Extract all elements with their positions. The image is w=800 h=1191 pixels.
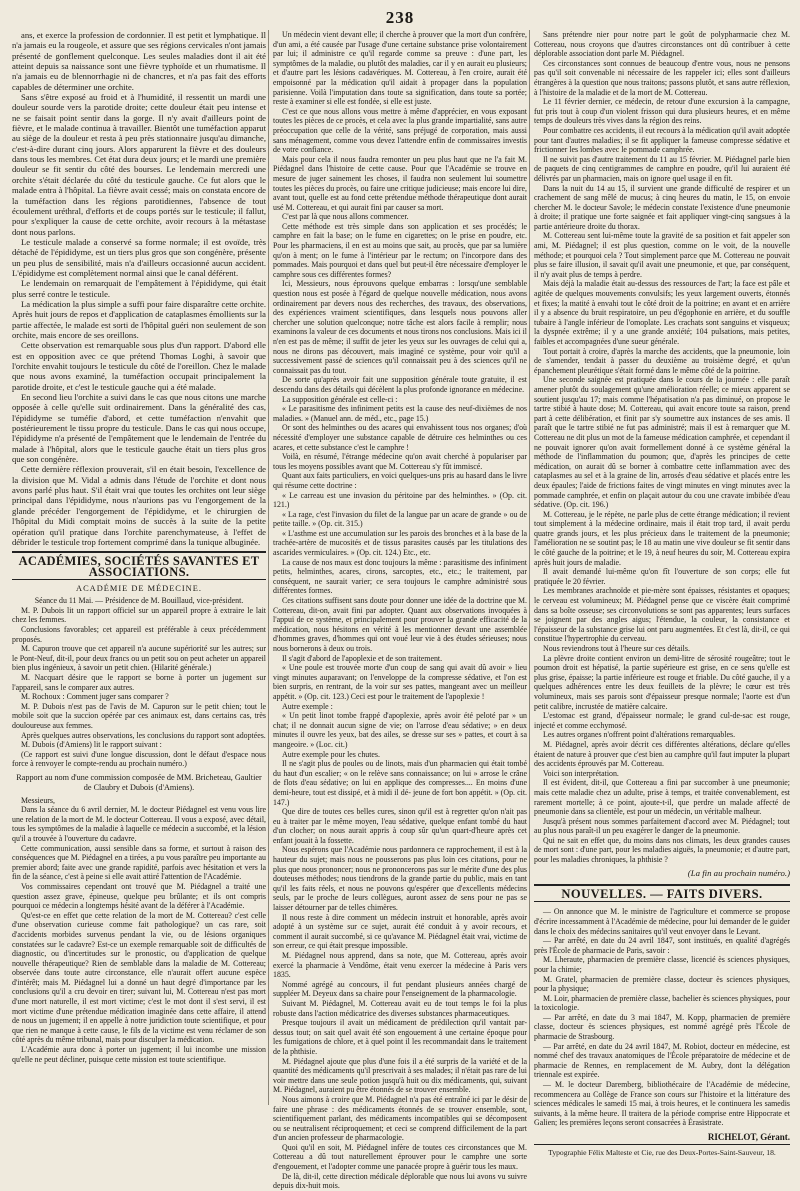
paragraph: La plèvre droite contient environ un demi-litre de sérosité rougeâtre; tout le poumon droit est hépatisé, la partie supérieure est grise, en ce sens qu'elle est plus grise, épaisse; la partie inférieure est rouge et friable. Du côté gauche, il y a quelques adhérences entre les deux feuillets de la plèvre; le cœur est très volumineux, mais ses parois sont d'épaisseur presque normale; l'aorte est d'un petit calibre, incrustée de matière calcaire. bbox=[534, 653, 790, 711]
paragraph: L'estomac est grand, d'épaisseur normale; le grand cul-de-sac est rouge, injecté et comme ecchymosé. bbox=[534, 711, 790, 730]
news-heading: NOUVELLES. — FAITS DIVERS. bbox=[534, 884, 790, 902]
paragraph: M. Cottereau, je le répète, ne parle plus de cette étrange médication; il revient tout simplement à la médecine ordinaire, mais il était trop tard, il avait perdu quatre grands jours, et les plus précieux dans le traitement de la pneumonie; l'amélioration ne se soutint pas; le 18 au matin une vive douleur se fit sentir dans le côté gauche de la poitrine; et le 19, à neuf heures du soir, M. Cottereau expira après huit jours de maladie. bbox=[534, 509, 790, 567]
paragraph: Un médecin vient devant elle; il cherche à prouver que la mort d'un confrère, d'un ami, a été causée par l'usage d'une certaine substance prise volontairement par lui; il administre ce qu'il regarde comme sa preuve : d'une part, les symptômes de la maladie, ou plutôt des maladies, car il y en aurait eu plusieurs; et d'autre part les lésions cadavériques. M. Cottereau, à l'en croire, aurait été empoisonné par la médication qu'il aidait à propager dans la population parisienne. Voilà l'imputation dans toute sa signification, dans toute sa portée; reste à examiner si elle est fondée, si elle est juste. bbox=[273, 30, 527, 107]
to-be-continued: (La fin au prochain numéro.) bbox=[687, 867, 790, 878]
seance-line: Séance du 11 Mai. — Présidence de M. Bouillaud, vice-président. bbox=[34, 596, 244, 606]
paragraph: Sans prétendre nier pour notre part le goût de polypharmacie chez M. Cottereau, nous croyons que d'autres circonstances ont dû contribuer à cette déplorable association dont parle M. Piédagnel. bbox=[534, 30, 790, 59]
manager-signature: RICHELOT, Gérant. bbox=[707, 1132, 790, 1142]
paragraph: « Le carreau est une invasion du péritoine par des helminthes. » (Op. cit. 121.) bbox=[273, 490, 527, 510]
paragraph: « Une poule est trouvée morte d'un coup de sang qui avait dû avoir » lieu vingt minutes auparavant; on l'enveloppe de la compresse sédative, et l'on est bien surpris, en rentrant, de la voir sur ses pattes, mangeant avec un meilleur appétit. » (Op. cit. 123.) Ceci est pour le traitement de l'apoplexie ! bbox=[273, 663, 527, 701]
column-left bbox=[12, 30, 266, 1105]
paragraph: En second lieu l'orchite a suivi dans le cas que nous citons une marche opposée à celle qu'elle suit ordinairement. Dans la généralité des cas, l'épididyme se tuméfie d'abord, et cette tuméfaction n'envahit que postérieurement le tissu propre du testicule. Dans le cas qui nous occupe, l'épididyme n'a présenté de l'empâtement que le lendemain de l'entrée du malade à l'hôpital, alors que le testicule gauche était un tiers plus gros que son congénère. bbox=[12, 392, 266, 465]
paragraph: M. Capuron trouve que cet appareil n'a aucune supériorité sur les autres; sur le Pont-Neuf, dit-il, pour deux francs ou un petit sou on peut acheter un appareil bien plus ingénieux, à savoir un petit chien. (Hilarité générale.) bbox=[12, 644, 266, 673]
paragraph: Il ne suivit pas d'autre traitement du 11 au 15 février. M. Piédagnel parle bien de paquets de cinq centigrammes de camphre en poudre, qu'il lui auraient été délivrés par un pharmacien, mais on ignore quel usage il en fit. bbox=[534, 154, 790, 183]
paragraph: Qui ne sait en effet que, du moins dans nos climats, les deux grandes causes de mort sont : d'une part, pour les maladies aiguës, la pneumonie; et d'autre part, pour les maladies chroniques, la phthisie ? bbox=[534, 835, 790, 865]
paragraph: Tout portait à croire, d'après la marche des accidents, que la pneumonie, loin de s'amender, tendait à passer du deuxième au troisième degré, et qu'un épanchement pleurétique s'était formé dans le même côté de la poitrine. bbox=[534, 346, 790, 375]
paragraph: Cette communication, aussi sensible dans sa forme, et surtout à raison des conséquences que M. Piédagnel en a tirées, a pu vous paraître peu importante au premier abord; faite avec une grande rapidité, parfois avec hésitation et vers la fin de la séance, c'est à peine si elle avait attiré l'attention de l'Académie. bbox=[12, 843, 266, 882]
paragraph: Cette observation est remarquable sous plus d'un rapport. D'abord elle est en opposition avec ce que prétend Thomas Loghi, à savoir que l'orchite envahit toujours le testicule du côté de l'oreillon. Chez le malade que nous avons examiné, la tuméfaction occupait principalement la parotide droite, et c'est le testicule gauche qui a été malade. bbox=[12, 340, 266, 392]
rapport-continued bbox=[273, 30, 527, 1191]
paragraph: L'Académie aura donc à porter un jugement; il lui incombe une mission qu'elle ne peut décliner, puisque cette mission est toute scientifique. bbox=[12, 1045, 266, 1064]
printer-line: Typographie Félix Malteste et Cie, rue des Deux-Portes-Saint-Sauveur, 18. bbox=[534, 1144, 790, 1158]
paragraph: La cause de nos maux est donc toujours la même : parasitisme des infiniment petits, helminthes, acares, cirons, sarcoptes, etc., etc.; le traitement, par conséquent, ne saurait varier; ce sera toujours le camphre administré sous différentes formes. bbox=[273, 557, 527, 596]
paragraph: Sans s'être exposé au froid et à l'humidité, il ressentit un mardi une douleur sourde vers la parotide droite; cette douleur était peu intense et ne se faisait point sentir dans la gorge. Il n'y avait d'ailleurs point de fièvre, et le malade continua à travailler. Bientôt une tuméfaction apparut au siège de la douleur et resta à peu près stationnaire jusqu'au dimanche, c'est-à-dire durant cinq jours. Alors apparurent la fièvre et des douleurs dans tous les membres. Cet état dura deux jours; et le mardi une première douleur se fit sentir du côté des bourses. Le lendemain mercredi une orchite s'était déclarée du côté du testicule gauche. Ce fut alors que le malade entra à l'hôpital. La fièvre avait cessé; mais on constata encore de la tuméfaction dans les régions parotidiennes, l'absence de tout écoulement uréthral, d'efforts et de coups portés sur le testicule; il fallut, pour s'expliquer la cause de cette orchite, avoir recours à la métastase dont nous parlons. bbox=[12, 92, 266, 237]
paragraph: Quoi qu'il en soit, M. Piédagnel infère de toutes ces circonstances que M. Cottereau a dû tout naturellement éprouver pour le camphre une sorte d'engouement, et l'adopter comme une panacée propre à guérir tous les maux. bbox=[273, 1142, 527, 1172]
paragraph: Cette méthode est très simple dans son application et ses procédés; le camphre en fait la base; on le fume en cigarettes; on le prise en poudre, etc. Pour les pharmaciens, il en est au moins que sait, au procès, que par sa lumière qu'on à ment; on le fume à l'intérieur par le rectum; on l'incorpore dans des pommades. Mais pourquoi et dans quel but peut-il être nécessaire d'employer le camphre sous ces différentes formes? bbox=[273, 221, 527, 279]
paragraph: — Par arrêté, en date du 3 mai 1847, M. Kopp, pharmacien de première classe, docteur ès sciences physiques, est nommé agrégé près l'École de pharmacie de Strasbourg. bbox=[534, 1012, 790, 1042]
paragraph: C'est par là que nous allons commencer. bbox=[282, 212, 409, 222]
column-rule bbox=[268, 30, 269, 1105]
paragraph: M. Nacquart désire que le rapport se borne à porter un jugement sur l'appareil, sans le comparer aux autres. bbox=[12, 672, 266, 692]
page-number: 238 bbox=[385, 8, 415, 27]
paragraph: Qu'est-ce en effet que cette relation de la mort de M. Cottereau? c'est celle d'une observation curieuse comme fait pathologique? un cas rare, soit d'accidents morbides survenus pendant la vie, ou de lésions organiques constatées sur le cadavre? Est-ce un exemple remarquable soit de difficultés de diagnostic, ou d'incertitudes sur le pronostic, ou d'application de quelque nouvelle thérapeutique? Rien de semblable dans la maladie de M. Cottereau; observée dans toute autre circonstance, elle n'aurait offert aucune espèce d'intérêt; mais M. Piédagnel lui a donné un haut degré d'importance par les conclusions qu'il a cru devoir en tirer; suivant lui, M. Cottereau n'est pas mort d'une mort naturelle, il est mort victime; c'est le mot dont il s'est servi, il est mort victime d'une prétendue médication imaginée dans cette affaire, il attend de nous un jugement; il en appelle à notre juridiction toute scientifique, et pour que rien ne manque à cette cause, le fils de la victime est venu réclamer de son côté après du même tribunal, mais pour disculper la médication. bbox=[12, 910, 266, 1045]
paragraph: Autre exemple pour les chutes. bbox=[282, 749, 380, 759]
paragraph: Voilà, en résumé, l'étrange médecine qu'on avait cherché à populariser par tous les moyens possibles avant que M. Cottereau s'y fût immiscé. bbox=[273, 452, 527, 471]
paragraph: La supposition générale est celle-ci : bbox=[282, 394, 398, 404]
paragraph: M. Rochoux : Comment juger sans comparer ? bbox=[21, 692, 169, 702]
paragraph: — M. le docteur Daremberg, bibliothécaire de l'Académie de médecine, recommencera au Collège de France son cours sur l'histoire et la littérature des sciences médicales le samedi 15 mai, à trois heures, et le continuera les samedis suivants, à la même heure. Il traitera de la période comprise entre Hippocrate et Galien; les premières leçons seront consacrées à Érasistrate. bbox=[534, 1080, 790, 1128]
paragraph: « L'asthme est une accumulation sur les parois des bronches et à la base de la trachée-artère de mucosités et de tissus parasites causés par les titulations des ascarides vermiculaires. » (Op. cit. 124.) Etc., etc. bbox=[273, 528, 527, 558]
paragraph: Mais pour cela il nous faudra remonter un peu plus haut que ne l'a fait M. Piédagnel dans l'histoire de cette cause. Pour que l'Académie se trouve en mesure de juger sainement les choses, il faudra non seulement lui soumettre toutes les pièces du procès, ou faire une critique judicieuse; mais encore lui dire, avant tout, quelle est au fond cette prétendue méthode thérapeutique dont aurait usé M. Cottereau, et qui aurait fini par causer sa mort. bbox=[273, 154, 527, 212]
paragraph: Une seconde saignée est pratiquée dans le cours de la journée : elle paraît amener plutôt du soulagement qu'une amélioration réelle; ce mieux apparent se soutient jusqu'au 17; mais comme l'hépatisation n'a pas diminué, on propose le tartre stibié à haute dose; M. Cottereau, qui avait encore toute sa raison, prend part à cette délibération, et finit par s'y soumettre aux instances de ses amis. Il paraît que le tartre stibié ne fut pas administré; mais il est à remarquer que M. Cottereau ne dit plus un mot de la fameuse médication camphrée, et cependant il ne pouvait ignorer qu'on avait formellement donné à ce système général la méthode de l'inflammation du poumon; que, d'après les principes de cette médication, on aurait dû se borner à combattre cette inflammation avec des cataplasmes au sel et à la graine de lin, arrosés d'eau sédative et placés entre les deux épaules; l'aide de frictions faites de vingt minutes en vingt minutes avec la pommade camphrée, et enfin on plaçait autour du cou une cravate imbibée d'eau sédative. (Op. cit. 196.) bbox=[534, 375, 790, 510]
paragraph: Pour combattre ces accidents, il eut recours à la médication qu'il avait adoptée pour tant d'autres maladies; il se fit appliquer la fameuse compresse sédative et frictionner les lombes avec le pommade camphrée. bbox=[534, 125, 790, 155]
paragraph: Après quelques autres observations, les conclusions du rapport sont adoptées. bbox=[21, 730, 266, 740]
paragraph: Les autres organes n'offrent point d'altérations remarquables. bbox=[543, 730, 736, 740]
paragraph: Suivant M. Piédagnel, M. Cottereau avait eu de tout temps le foi la plus robuste dans l'action médicatrice des diverses substances pharmaceutiques. bbox=[273, 998, 527, 1018]
paragraph: Il est évident, dit-il, que Cottereau a fini par succomber à une pneumonie; mais cette maladie chez un adulte, prise à temps, et traitée convenablement, est rarement mortelle; à ce point, ajoute-t-il, que perdre un malade affecté de pneumonie dans sa clientèle, est pour un médecin, un véritable malheur. bbox=[534, 778, 790, 817]
paragraph: Ici, Messieurs, nous éprouvons quelque embarras : lorsqu'une semblable question nous est posée à l'égard de quelque nouvelle médication, nous avons ordinairement par devers nous des recherches, des travaux, des observations, des expériences vraiment scientifiques, dans lesquels nous pouvons aller chercher une solution quelconque; notre tâche est alors facile à remplir; nous examinons la valeur de ces documents et nous tirons nos conclusions. Mais ici il n'en est pas de même; il suffit de jeter les yeux sur les ouvrages de celui qui a, nous ne dirons pas découvert, mais imaginé ce système, pour voir qu'il a successivement passé de sciences qu'il connaissait peu à des sciences qu'il ne connaissait pas du tout. bbox=[273, 279, 527, 375]
paragraph: Conclusions favorables; cet appareil est préférable à ceux précédemment proposés. bbox=[12, 625, 266, 644]
paragraph: M. Piédagnel nous apprend, dans sa note, que M. Cottereau, après avoir exercé la pharmacie à Vendôme, était venu exercer la médecine à Paris vers 1835. bbox=[273, 951, 527, 980]
rapport-heading: Rapport au nom d'une commission composée de MM. Bricheteau, Gaultier de Claubry et Dubois (d'Amiens). bbox=[16, 772, 262, 793]
paragraph: — Par arrêté, en date du 24 avril 1847, sont institués, en qualité d'agrégés près l'École de pharmacie de Paris, savoir : bbox=[534, 936, 790, 955]
paragraph: M. P. Dubois n'est pas de l'avis de M. Capuron sur le petit chien; tout le mobile soit que la succion opérée par ces animaux est, dans certains cas, très douloureuse aux femmes. bbox=[12, 701, 266, 730]
column-rule bbox=[529, 30, 530, 1105]
paragraph: « Le parasitisme des infiniment petits est la cause des neuf-dixièmes de nos maladies. » (Manuel ann. de méd., etc., page 15.) bbox=[273, 404, 527, 423]
paragraph: Mais déjà la maladie était au-dessus des ressources de l'art; la face est pâle et agitée de quelques mouvements convulsifs; les yeux largement ouverts, étonnés et fixes; la matité à envahi tout le côté droit de la poitrine; en avant et en arrière il y a absence du bruit respiratoire, un peu d'égophonie en arrière, et du souffle tubaire à l'angle inférieur de l'omoplate. Les crachats sont sanguins et visqueux; la dyspnée extrême; il y a une grande anxiété; 104 pulsations, mais petites, faibles et accompagnées d'une sueur générale. bbox=[534, 279, 790, 346]
column-middle bbox=[273, 30, 527, 1191]
paragraph: Presque toujours il avait un médicament de prédilection qu'il vantait par-dessus tout; on sait quel avait été son engouement à une certaine époque pour les fumigations de chlore, et à quel point il les recommandait dans le traitement de la phthisie. bbox=[273, 1018, 527, 1056]
paragraph: (Ce rapport est suivi d'une longue discussion, dont le défaut d'espace nous force à renvoyer le compte-rendu au prochain numéro.) bbox=[12, 749, 266, 769]
paragraph: Voici son interprétation. bbox=[543, 768, 619, 778]
paragraph: C'est ce que nous allons vous mettre à même d'apprécier, en vous exposant toutes les pièces de ce procès, et cela avec la plus grande impartialité, sans autre préoccupation que celle de la vérité, sans préjugé de corporation, mais aussi sans ménagement, comme vous devez l'attendre enfin de commissaires investis de votre confiance. bbox=[273, 106, 527, 155]
paragraph: Il nous reste à dire comment un médecin instruit et honorable, après avoir adopté à un système sur ce sujet, aurait été conduit à y avoir recours, et comment il aurait succombé, si ce qu'avance M. Piédagnel était vrai, victime de son erreur, ce qui était presque impossible. bbox=[273, 912, 527, 951]
paragraph: Cette dernière réflexion prouverait, s'il en était besoin, l'excellence de la division que M. Vidal a admis dans l'étude de l'orchite et dont nous avons parlé plus haut. S'il était vrai que toutes les orchites ont leur siège principal dans l'épididyme, nous n'aurions pas vu l'engorgement de la glande précéder l'engorgement de l'épididyme, et le chirurgien de l'hôpital du Midi comptait moins de succès à la suite de la petite opération qu'il pratique dans l'orchite parenchymateuse, à l'effet de débrider le testicule trop fortement comprimé dans la tunique albuginée. bbox=[12, 464, 266, 547]
section-heading: ACADÉMIES, SOCIÉTÉS SAVANTES ET ASSOCIATIONS. bbox=[12, 551, 266, 580]
column-right bbox=[534, 30, 790, 1158]
paragraph: M. Lheraute, pharmacien de première classe, licencié ès sciences physiques, pour la chimie; bbox=[534, 955, 790, 974]
paragraph: Nous aimons à croire que M. Piédagnel n'a pas été entraîné ici par le désir de faire une phrase : des médicaments étonnés de se trouver ensemble, sont, scientifiquement parlant, des médicaments incompatibles qui se décomposent ou se neutralisent réciproquement; et ceci se comprend difficilement de la part d'un ancien professeur de pharmacologie. bbox=[273, 1094, 527, 1143]
paragraph: Jusqu'à présent nous sommes parfaitement d'accord avec M. Piédagnel; tout au plus nous paraît-il un peu exagérer le danger de la pneumonie. bbox=[534, 816, 790, 836]
paragraph: Que dire de toutes ces belles cures, sinon qu'il est à regretter qu'on n'ait pas eu à traiter par le même moyen, l'eau sédative, quelque enfant tombé du haut d'un clocher; on nous aurait appris à coup sûr qu'un quart-d'heure après cet enfant jouait à la fossette. bbox=[273, 807, 527, 845]
paragraph: Nous reviendrons tout à l'heure sur ces détails. bbox=[543, 644, 690, 653]
paragraph: Quant aux faits particuliers, en voici quelques-uns pris au hasard dans le livre qui résume cette doctrine : bbox=[273, 471, 527, 490]
paragraph: — Par arrêté, en date du 24 avril 1847, M. Robiot, docteur en médecine, est nommé chef des travaux anatomiques de l'École préparatoire de médecine et de pharmacie de Rennes, en remplacement de M. Aubry, dont la délégation triennale est expirée. bbox=[534, 1041, 790, 1080]
paragraph: Dans la nuit du 14 au 15, il survient une grande difficulté de respirer et un crachement de sang mêlé de mucus; à cinq heures du matin, le 15, on envoie chercher M. le docteur Savole; le médecin constate l'existence d'une pneumonie à droite; il pratique une forte saignée et fait appliquer vingt-cinq sangsues à la partie antérieure droite du thorax. bbox=[534, 183, 790, 231]
academie-heading: ACADÉMIE DE MÉDECINE. bbox=[76, 583, 202, 593]
paragraph: Nommé agrégé au concours, il fut pendant plusieurs années chargé de suppléer M. Deyeux dans sa chaire pour l'enseignement de la pharmacologie. bbox=[273, 979, 527, 999]
paragraph: Il ne s'agit plus de poules ou de linots, mais d'un pharmacien qui était tombé du haut d'un escalier; « on le relève sans connaissance; on lui » arrose le crâne de flots d'eau sédative; on lui en applique des compresses.... En moins d'une demi-heure, tout est dissipé, et à midi il dé- jeune de fort bon appétit. » (Op. cit. 147.) bbox=[273, 759, 527, 807]
paragraph: Vos commissaires cependant ont trouvé que M. Piédagnel a traité une question assez grave, épineuse, quelque peu brûlante; et ils ont compris pourquoi ce médecin a longtemps hésité avant de la déférer à l'Académie. bbox=[12, 881, 266, 911]
paragraph: « Un petit linot tombe frappé d'apoplexie, après avoir été peloté par » un chat; il ne donnait aucun signe de vie; on l'arrose d'eau sédative; » en deux minutes il ouvre les yeux, bat des ailes, se dresse sur ses » pattes, et court à sa mangeoire. » (Loc. cit.) bbox=[273, 711, 527, 749]
paragraph: — On annonce que M. le ministre de l'agriculture et commerce se propose d'écrire incessamment à l'Académie de médecine, pour lui demander de le guider dans le choix des médecins sanitaires qu'il veut envoyer dans le Levant. bbox=[534, 907, 790, 936]
paragraph: Le lendemain on remarquait de l'empâtement à l'épididyme, qui était plus serré contre le testicule. bbox=[12, 278, 266, 299]
paragraph: Or sont des helminthes ou des acares qui envahissent tous nos organes; d'où nécessité d'employer une substance capable de détruire ces helminthes ou ces acares, et cette substance c'est le camphre ! bbox=[273, 423, 527, 452]
paragraph: Il s'agit d'abord de l'apoplexie et de son traitement. bbox=[282, 653, 443, 663]
paragraph: M. Gratel, pharmacien de première classe, docteur ès sciences physiques, pour la physique; bbox=[534, 974, 790, 994]
paragraph: Le 11 février dernier, ce médecin, de retour d'une excursion à la campagne, fut pris tout à coup d'un violent frisson qui dura plusieurs heures, et en même temps de douleurs très vives dans la région des reins. bbox=[534, 97, 790, 126]
paragraph: « La rage, c'est l'invasion du filet de la langue par un acare de grande » ou de petite taille. » (Op. cit. 315.) bbox=[273, 509, 527, 529]
paragraph: Autre exemple : bbox=[282, 701, 333, 711]
rapport-body bbox=[12, 796, 266, 1065]
paragraph: M. P. Dubois lit un rapport officiel sur un appareil propre à extraire le lait chez les femmes. bbox=[12, 605, 266, 625]
seance-report bbox=[12, 606, 266, 769]
news-list bbox=[534, 907, 790, 1128]
article-orchite bbox=[12, 30, 266, 547]
paragraph: De sorte qu'après avoir fait une supposition générale toute gratuite, il est descendu dans des détails qui décèlent la plus profonde ignorance en médecine. bbox=[273, 375, 527, 394]
paragraph: Messieurs, bbox=[21, 795, 55, 805]
paragraph: M. Cottereau sent lui-même toute la gravité de sa position et fait appeler son ami, M. Piédagnel; il est plus question, comme on le voit, de la nouvelle méthode; et pourquoi cela ? Tout simplement parce que M. Cottereau ne pouvait plus se faire illusion, il savait qu'il avait une pneumonie, et que, par conséquent, il n'y avait plus de temps à perdre. bbox=[534, 231, 790, 279]
paragraph: Ces circonstances sont connues de beaucoup d'entre vous, nous ne pensons pas qu'il soit convenable ni nécessaire de les rappeler ici; elles sont d'ailleurs étrangères à la question que nous traitons; passons plutôt, et sans autre réflexion, à l'histoire de la maladie et de la mort de M. Cottereau. bbox=[534, 58, 790, 97]
rapport-end bbox=[534, 30, 790, 865]
paragraph: M. Piédagnel ajoute que plus d'une fois il a été surpris de la variété et de la quantité des médicaments qu'il prescrivait à ses malades; il n'était pas rare de lui voir mettre dans une seule potion jusqu'à huit ou dix médicaments, qui, suivant M. Piédagnel, auraient pu être étonnés de se trouver ensemble. bbox=[273, 1056, 527, 1095]
paragraph: ans, et exerce la profession de cordonnier. Il est petit et lymphatique. Il n'a jamais eu la rougeole, et assure que ses régions cervicales n'ont jamais présenté de gonflement quelconque. Les seules maladies dont il ait été atteint depuis sa naissance sont une fièvre typhoïde et un rhumatisme. Il n'a jamais eu de blennorrhagie ni de chancres, et n'a pas fait des efforts capables de déterminer une orchite. bbox=[12, 30, 266, 92]
paragraph: M. Loir, pharmacien de première classe, bachelier ès sciences physiques, pour la toxicologie. bbox=[534, 993, 790, 1013]
paragraph: Ces citations suffisent sans doute pour donner une idée de la doctrine que M. Cottereau, dit-on, avait fini par adopter. Quant aux observations invoquées à l'appui de ce système, et principalement pour prouver la grande efficacité de la médication, nous hésitons en vérité à les mentionner devant une assemblée d'hommes graves, d'hommes qui ont voué leur vie à des études sérieuses; nous nous bornerons à deux ou trois. bbox=[273, 596, 527, 653]
paragraph: M. Piédagnel, après avoir décrit ces différentes altérations, déclare qu'elles étaient de nature à prouver que c'est bien au camphre qu'il faut imputer la plupart des accidents éprouvés par M. Cottereau. bbox=[534, 739, 790, 769]
paragraph: Les membranes arachnoïde et pie-mère sont épaisses, résistantes et opaques; le cerveau est volumineux; M. Piédagnel pense que ce viscère était comprimé dans sa boîte osseuse; ses circonvolutions se sont pas apparentes; leurs surfaces se joignent par des angles aigus; l'étendue, la couleur, la consistance et l'épaisseur de la substance grise lui ont paru augmentées. Et c'est là, dit-il, ce qui constitue l'hypertrophie du cerveau. bbox=[534, 586, 790, 644]
paragraph: De là, dit-il, cette direction médicale déplorable que nous lui avons vu suivre depuis dix-huit mois. bbox=[273, 1171, 527, 1191]
paragraph: Dans la séance du 6 avril dernier, M. le docteur Piédagnel est venu vous lire une relation de la mort de M. le docteur Cottereau. Il vous a exposé, avec détail, tous les symptômes de la maladie à laquelle ce médecin a succombé, et la lésion qu'il a trouvée à l'ouverture du cadavre. bbox=[12, 805, 266, 843]
paragraph: M. Dubois (d'Amiens) lit le rapport suivant : bbox=[21, 740, 162, 750]
paragraph: Nous espérons que l'Académie nous pardonnera ce rapprochement, il est à la hauteur du sujet; mais nous ne pousserons pas plus loin ces citations, pour ne plus que nous prononcer; nous ne prononcerons pas sur le mérite d'une des plus douteuses méthodes; nous tiendrons de la grande partie du public, mais en tant qu'il les faits réels, et nous ne pouvons qu'espérer que d'excellents médecins seuls, par le proche de leurs collègues, auront assez de sens pour ne pas se laisser détourner par de telles chimères. bbox=[273, 845, 527, 913]
paragraph: La médication la plus simple a suffi pour faire disparaître cette orchite. Après huit jours de repos et d'application de cataplasmes émollients sur la partie affectée, le malade est sorti de l'hôpital guéri non seulement de son orchite, mais encore de ses oreillons. bbox=[12, 298, 266, 340]
paragraph: Il avait demandé lui-même qu'on fît l'ouverture de son corps; elle fut pratiquée le 20 février. bbox=[534, 567, 790, 586]
paragraph: Le testicule malade a conservé sa forme normale; il est ovoïde, très détaché de l'épididyme, est un tiers plus gros que son congénère, présente un peu plus de sensibilité, mais n'a d'ailleurs occasionné aucun accident. L'épididyme est complètement normal ainsi que le canal déférent. bbox=[12, 236, 266, 278]
